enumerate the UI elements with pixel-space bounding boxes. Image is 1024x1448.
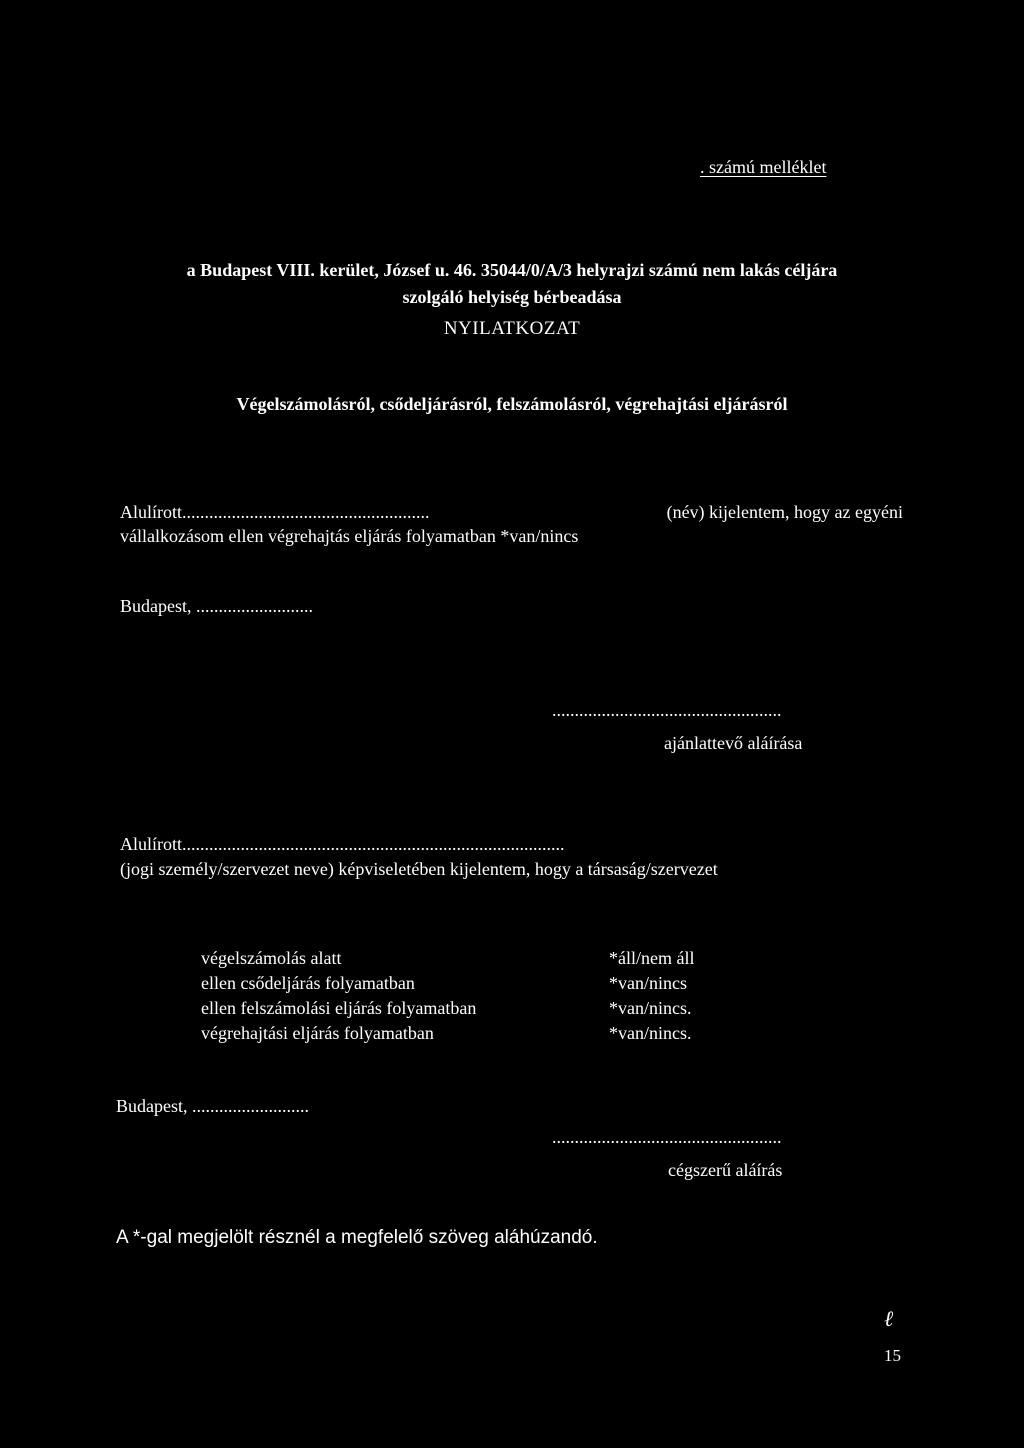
company-declaration-line1: Alulírott..................................................................................... [120, 834, 565, 854]
signature-line: ................................................... [552, 700, 782, 720]
document-title-line2: szolgáló helyiség bérbeadása [402, 287, 622, 307]
annex-label: . számú melléklet [700, 157, 827, 177]
individual-declaration-text: (név) kijelentem, hogy az egyéni [666, 502, 903, 522]
place-date-field: Budapest, .......................... [116, 1096, 309, 1116]
status-label: végelszámolás alatt [201, 948, 342, 968]
status-label: ellen felszámolási eljárás folyamatban [201, 998, 477, 1018]
company-signature-label: cégszerű aláírás [668, 1160, 783, 1180]
footnote: A *-gal megjelölt résznél a megfelelő szöveg aláhúzandó. [116, 1227, 598, 1248]
company-declaration-line2: (jogi személy/szervezet neve) képviseletében kijelentem, hogy a társaság/szervezet [120, 859, 718, 879]
individual-name-field: Alulírott....................................................... [120, 502, 430, 522]
signature-label: ajánlattevő aláírása [664, 733, 803, 753]
page-number: 15 [884, 1346, 901, 1365]
status-value: *van/nincs. [609, 1023, 692, 1043]
document-title-line1: a Budapest VIII. kerület, József u. 46. 35044/0/A/3 helyrajzi számú nem lakás céljára [186, 260, 838, 280]
signature-line: ................................................... [552, 1127, 782, 1147]
status-label: ellen csődeljárás folyamatban [201, 973, 415, 993]
place-date-field: Budapest, .......................... [120, 596, 313, 616]
individual-declaration-line1 [120, 502, 903, 523]
status-value: *van/nincs [609, 973, 687, 993]
status-label: végrehajtási eljárás folyamatban [201, 1023, 434, 1043]
status-value: *van/nincs. [609, 998, 692, 1018]
declaration-heading: NYILATKOZAT [443, 318, 581, 339]
status-value: *áll/nem áll [609, 948, 695, 968]
handwritten-mark: ℓ [884, 1306, 894, 1331]
individual-declaration-line2: vállalkozásom ellen végrehajtás eljárás folyamatban *van/nincs [120, 526, 579, 546]
declaration-subject: Végelszámolásról, csődeljárásról, felszámolásról, végrehajtási eljárásról [236, 394, 788, 414]
